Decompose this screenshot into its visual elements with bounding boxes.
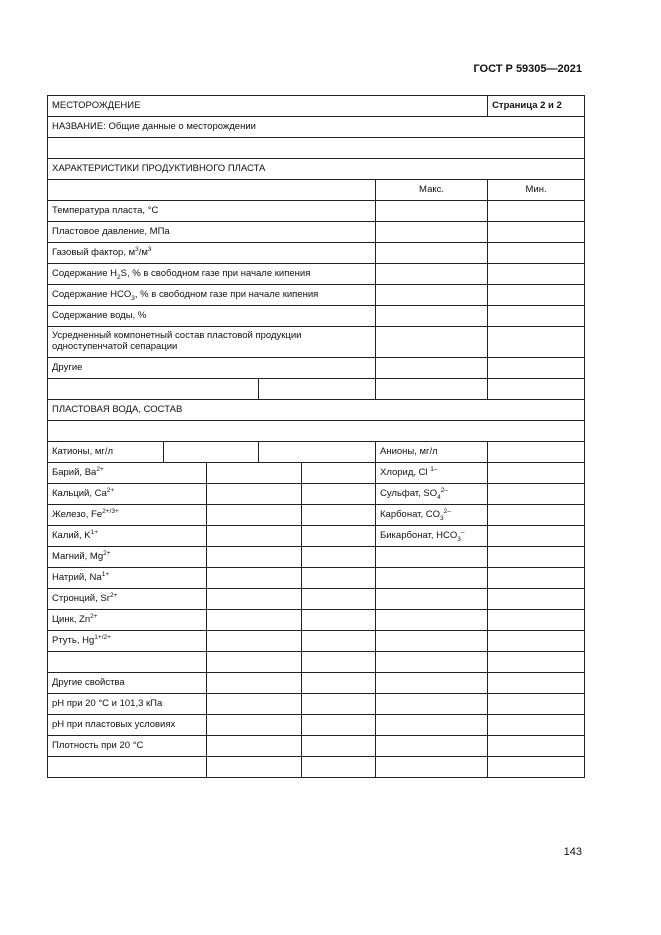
cation-value[interactable] (207, 589, 302, 610)
cation-value[interactable] (302, 568, 376, 589)
prop-value[interactable] (376, 673, 488, 694)
reservoir-row-water (48, 306, 585, 327)
min-input[interactable] (488, 264, 585, 285)
name-row (48, 117, 585, 138)
blank-cell[interactable] (259, 442, 376, 463)
blank-cell[interactable] (376, 568, 488, 589)
cation-label: Калий, $K^{1+}$ (48, 526, 207, 547)
max-input[interactable] (376, 358, 488, 379)
prop-value[interactable] (302, 673, 376, 694)
anion-label: Карбонат, $CO_3^{2-}$ (376, 505, 488, 526)
prop-value[interactable] (207, 673, 302, 694)
reservoir-header-row (48, 180, 585, 201)
cation-value[interactable] (207, 610, 302, 631)
prop-empty-row (48, 757, 585, 778)
page-label: Страница 2 и 2 (488, 96, 585, 117)
prop-value[interactable] (302, 736, 376, 757)
max-input[interactable] (376, 285, 488, 306)
blank-cell[interactable] (488, 757, 585, 778)
cation-label: Кальций, $Ca^{2+}$ (48, 484, 207, 505)
blank-cell[interactable] (376, 610, 488, 631)
field-name: НАЗВАНИЕ: Общие данные о месторождении (48, 117, 585, 138)
blank-cell[interactable] (164, 442, 259, 463)
prop-value[interactable] (488, 736, 585, 757)
cation-value[interactable] (207, 505, 302, 526)
max-input[interactable] (376, 327, 488, 358)
prop-value[interactable] (207, 694, 302, 715)
blank-cell[interactable] (488, 589, 585, 610)
ion-empty-row (48, 652, 585, 673)
reservoir-section-title: ХАРАКТЕРИСТИКИ ПРОДУКТИВНОГО ПЛАСТА (48, 159, 585, 180)
prop-row (48, 694, 585, 715)
ion-row (48, 547, 585, 568)
cation-label: Ртуть, $Hg^{1+/2+}$ (48, 631, 207, 652)
document-code: ГОСТ Р 59305—2021 (473, 63, 582, 75)
reservoir-row-gas-factor (48, 243, 585, 264)
cation-value[interactable] (207, 484, 302, 505)
blank-cell[interactable] (488, 610, 585, 631)
cation-value[interactable] (207, 547, 302, 568)
min-input[interactable] (488, 222, 585, 243)
ion-row (48, 526, 585, 547)
prop-value[interactable] (376, 736, 488, 757)
blank-cell[interactable] (48, 757, 207, 778)
anion-label: Хлорид, Cl $^{1-}$ (376, 463, 488, 484)
cation-label: Магний, $Mg^{2+}$ (48, 547, 207, 568)
prop-label: Плотность при 20 °С (48, 736, 207, 757)
blank-cell[interactable] (488, 652, 585, 673)
blank-cell[interactable] (302, 757, 376, 778)
blank-cell[interactable] (488, 442, 585, 463)
prop-value[interactable] (376, 694, 488, 715)
cation-value[interactable] (302, 547, 376, 568)
min-input[interactable] (488, 243, 585, 264)
cation-value[interactable] (302, 463, 376, 484)
reservoir-row-h2s (48, 264, 585, 285)
cation-label: Железо, $Fe^{2+/3+}$ (48, 505, 207, 526)
min-input[interactable] (488, 285, 585, 306)
reservoir-row-other (48, 358, 585, 379)
blank-cell[interactable] (376, 652, 488, 673)
page-number: 143 (563, 846, 582, 858)
ion-row (48, 610, 585, 631)
blank-cell[interactable] (376, 757, 488, 778)
anion-value[interactable] (488, 505, 585, 526)
form-title-row (48, 96, 585, 117)
reservoir-section-row (48, 159, 585, 180)
ions-header-row (48, 442, 585, 463)
reservoir-extra-row (48, 379, 585, 400)
max-input[interactable] (376, 306, 488, 327)
reservoir-label: Содержание $HCO_3$, % в свободном газе при начале кипения (48, 285, 376, 306)
prop-row (48, 715, 585, 736)
prop-value[interactable] (207, 715, 302, 736)
blank-cell[interactable] (48, 652, 207, 673)
anion-value[interactable] (488, 463, 585, 484)
anions-label: Анионы, мг/л (376, 442, 488, 463)
blank-cell[interactable] (302, 652, 376, 673)
min-input[interactable] (488, 306, 585, 327)
blank-cell[interactable] (488, 379, 585, 400)
prop-label: Другие свойства (48, 673, 207, 694)
reservoir-label: Температура пласта, °С (48, 201, 376, 222)
blank-cell[interactable] (207, 757, 302, 778)
max-input[interactable] (376, 222, 488, 243)
blank-row (48, 421, 585, 442)
cation-value[interactable] (207, 568, 302, 589)
blank-cell[interactable] (488, 568, 585, 589)
cation-value[interactable] (302, 610, 376, 631)
cations-label: Катионы, мг/л (48, 442, 164, 463)
cation-value[interactable] (302, 589, 376, 610)
prop-row (48, 673, 585, 694)
prop-value[interactable] (376, 715, 488, 736)
reservoir-row-temperature (48, 201, 585, 222)
blank-cell[interactable] (376, 379, 488, 400)
anion-value[interactable] (488, 526, 585, 547)
blank-cell (48, 180, 376, 201)
water-section-row (48, 400, 585, 421)
ion-row (48, 463, 585, 484)
cation-label: Цинк, $Zn^{2+}$ (48, 610, 207, 631)
ion-row (48, 631, 585, 652)
col-max: Макс. (376, 180, 488, 201)
prop-value[interactable] (488, 715, 585, 736)
max-input[interactable] (376, 201, 488, 222)
blank-row (48, 138, 585, 159)
blank-cell[interactable] (48, 379, 259, 400)
cation-value[interactable] (207, 463, 302, 484)
prop-label: pH при пластовых условиях (48, 715, 207, 736)
prop-value[interactable] (302, 715, 376, 736)
min-input[interactable] (488, 327, 585, 358)
col-min: Мин. (488, 180, 585, 201)
reservoir-label: Другие (48, 358, 376, 379)
field-data-form (47, 95, 585, 778)
reservoir-label: Усредненный компонетный состав пластовой продукции одноступенчатой сепарации (48, 327, 376, 358)
max-input[interactable] (376, 264, 488, 285)
cation-label: Стронций, $Sr^{2+}$ (48, 589, 207, 610)
prop-value[interactable] (207, 736, 302, 757)
prop-label: pH при 20 °С и 101,3 кПа (48, 694, 207, 715)
reservoir-row-pressure (48, 222, 585, 243)
cation-value[interactable] (302, 526, 376, 547)
cation-label: Барий, $Ba^{2+}$ (48, 463, 207, 484)
ion-row (48, 484, 585, 505)
prop-value[interactable] (488, 673, 585, 694)
ion-row (48, 505, 585, 526)
reservoir-label: Пластовое давление, МПа (48, 222, 376, 243)
reservoir-label: Газовый фактор, $м^3/м^3$ (48, 243, 376, 264)
min-input[interactable] (488, 201, 585, 222)
blank-cell[interactable] (376, 631, 488, 652)
min-input[interactable] (488, 358, 585, 379)
anion-label: Бикарбонат, $HCO_3^-$ (376, 526, 488, 547)
blank-cell[interactable] (48, 421, 585, 442)
cation-label: Натрий, $Na^{1+}$ (48, 568, 207, 589)
blank-cell[interactable] (259, 379, 376, 400)
cation-value[interactable] (302, 631, 376, 652)
blank-cell[interactable] (376, 547, 488, 568)
reservoir-label: Содержание $H_2S$, % в свободном газе при начале кипения (48, 264, 376, 285)
cation-value[interactable] (207, 631, 302, 652)
blank-cell[interactable] (488, 547, 585, 568)
blank-cell[interactable] (48, 138, 585, 159)
prop-row (48, 736, 585, 757)
prop-value[interactable] (488, 694, 585, 715)
cation-value[interactable] (207, 526, 302, 547)
blank-cell[interactable] (207, 652, 302, 673)
reservoir-row-hco3 (48, 285, 585, 306)
ion-row (48, 568, 585, 589)
prop-value[interactable] (302, 694, 376, 715)
ion-row (48, 589, 585, 610)
cation-value[interactable] (302, 505, 376, 526)
water-section-title: ПЛАСТОВАЯ ВОДА, СОСТАВ (48, 400, 585, 421)
reservoir-row-composition (48, 327, 585, 358)
blank-cell[interactable] (376, 589, 488, 610)
cation-value[interactable] (302, 484, 376, 505)
blank-cell[interactable] (488, 631, 585, 652)
reservoir-label: Содержание воды, % (48, 306, 376, 327)
anion-value[interactable] (488, 484, 585, 505)
anion-label: Сульфат, $SO_4^{2-}$ (376, 484, 488, 505)
max-input[interactable] (376, 243, 488, 264)
field-label: МЕСТОРОЖДЕНИЕ (48, 96, 488, 117)
